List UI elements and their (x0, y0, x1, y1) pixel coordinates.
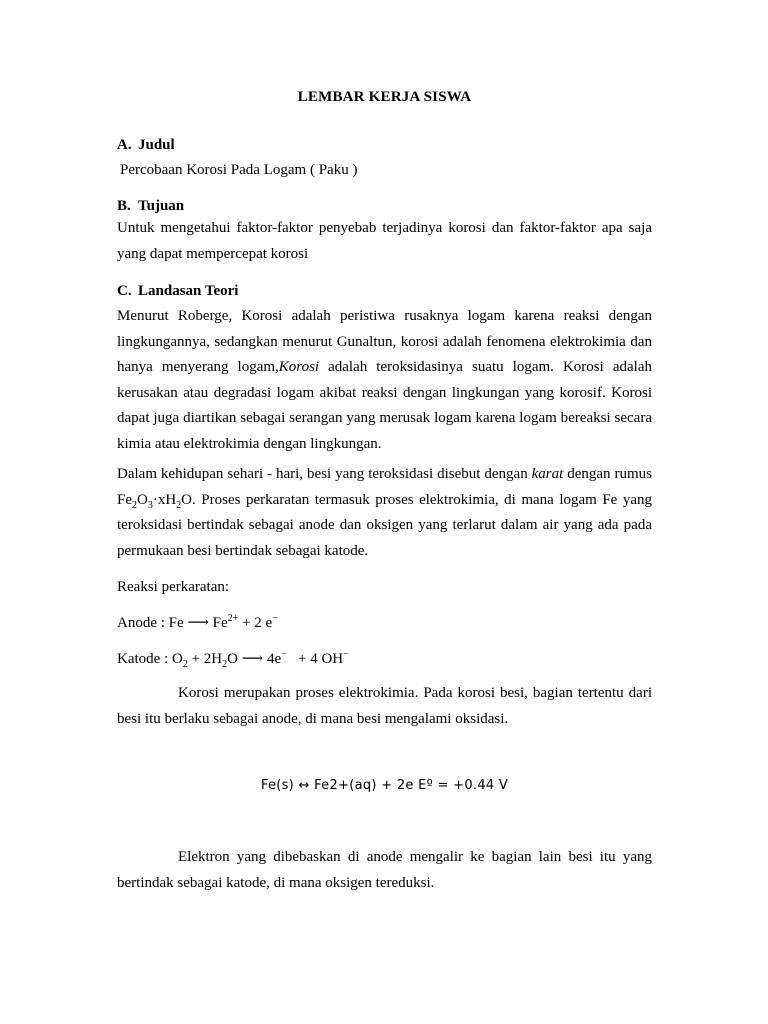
section-b-title: Tujuan (138, 198, 185, 214)
theory-p2-text-b: dengan rumus Fe (117, 466, 652, 508)
formula-sub: 2 (176, 499, 182, 511)
theory-p2-text-e: O. Proses perkaratan termasuk proses elektrokimia, di mana logam Fe yang teroksidasi bertindak sebagai anode dan oksigen yang terlarut dalam air yang ada pada permukaan besi bertindak sebagai katode. (117, 491, 652, 559)
section-c-heading (117, 283, 238, 300)
electron-charge: − (272, 613, 278, 624)
section-b-text: Untuk mengetahui faktor-faktor penyebab terjadinya korosi dan faktor-faktor apa saja yang dapat mempercepat korosi (117, 220, 652, 262)
theory-p2-text-d: ·xH (152, 491, 177, 508)
formula-sub: 2 (132, 499, 137, 511)
cathode-text-d: + 4 OH (286, 651, 344, 667)
section-a-text: Percobaan Korosi Pada Logam ( Paku ) (120, 162, 358, 178)
theory-p1-text-a: Menurut Roberge, Korosi adalah peristiwa rusaknya logam karena reaksi dengan lingkungannya, sedangkan menurut Gunaltun, korosi adalah fenomena elektrokimia dan hanya menyerang logam, (117, 308, 652, 376)
cathode-text-c: O ⟶ 4e (227, 651, 282, 667)
theory-p2-text-c: O (137, 491, 148, 508)
theory-paragraph-1 (117, 304, 652, 458)
theory-p1-text-b: adalah teroksidasinya suatu logam. Korosi adalah kerusakan atau degradasi logam akibat reaksi dengan lingkungan yang korosif. Korosi dapat juga diartikan sebagai serangan yang merusak logam karena logam bereaksi secara kimia atau elektrokimia dengan lingkungan. (117, 359, 652, 452)
page-title: LEMBAR KERJA SISWA (297, 89, 472, 105)
section-b-heading (117, 198, 184, 215)
theory-p2-italic: karat (531, 466, 564, 482)
cathode-reaction (117, 649, 349, 668)
section-b-letter: B. (117, 198, 131, 214)
theory-p1-italic: Korosi (278, 359, 320, 376)
theory-paragraph-3: Korosi merupakan proses elektrokimia. Pada korosi besi, bagian tertentu dari besi itu berlaku sebagai anode, di mana besi mengalami oksidasi. (117, 685, 652, 727)
cathode-sub: 2 (222, 659, 228, 670)
cathode-text-b: + 2H (187, 651, 223, 667)
formula-sub: 3 (147, 499, 153, 511)
anode-text-a: Anode : Fe ⟶ Fe (117, 615, 228, 631)
theory-paragraph-4: Elektron yang dibebaskan di anode mengalir ke bagian lain besi itu yang bertindak sebagai katode, di mana oksigen tereduksi. (117, 849, 652, 891)
reaction-label: Reaksi perkaratan: (117, 579, 230, 595)
cathode-sub: 2 (182, 659, 188, 670)
section-a-letter: A. (117, 137, 132, 153)
anode-reaction (117, 613, 278, 632)
section-c-title: Landasan Teori (138, 283, 239, 299)
theory-p2-text-a: Dalam kehidupan sehari - hari, besi yang teroksidasi disebut dengan (117, 466, 532, 482)
section-a-title: Judul (138, 137, 175, 153)
section-c-letter: C. (117, 283, 132, 299)
theory-paragraph-2 (117, 462, 652, 564)
anode-charge: 2+ (227, 613, 239, 624)
anode-text-b: + 2 e (238, 615, 273, 631)
hydroxide-charge: − (343, 649, 349, 660)
electron-charge: − (281, 649, 287, 660)
section-a-heading (117, 137, 175, 154)
oxidation-equation: Fe(s) ↔ Fe2+(aq) + 2e Eº = +0.44 V (260, 778, 509, 793)
cathode-text-a: Katode : O (117, 651, 183, 667)
